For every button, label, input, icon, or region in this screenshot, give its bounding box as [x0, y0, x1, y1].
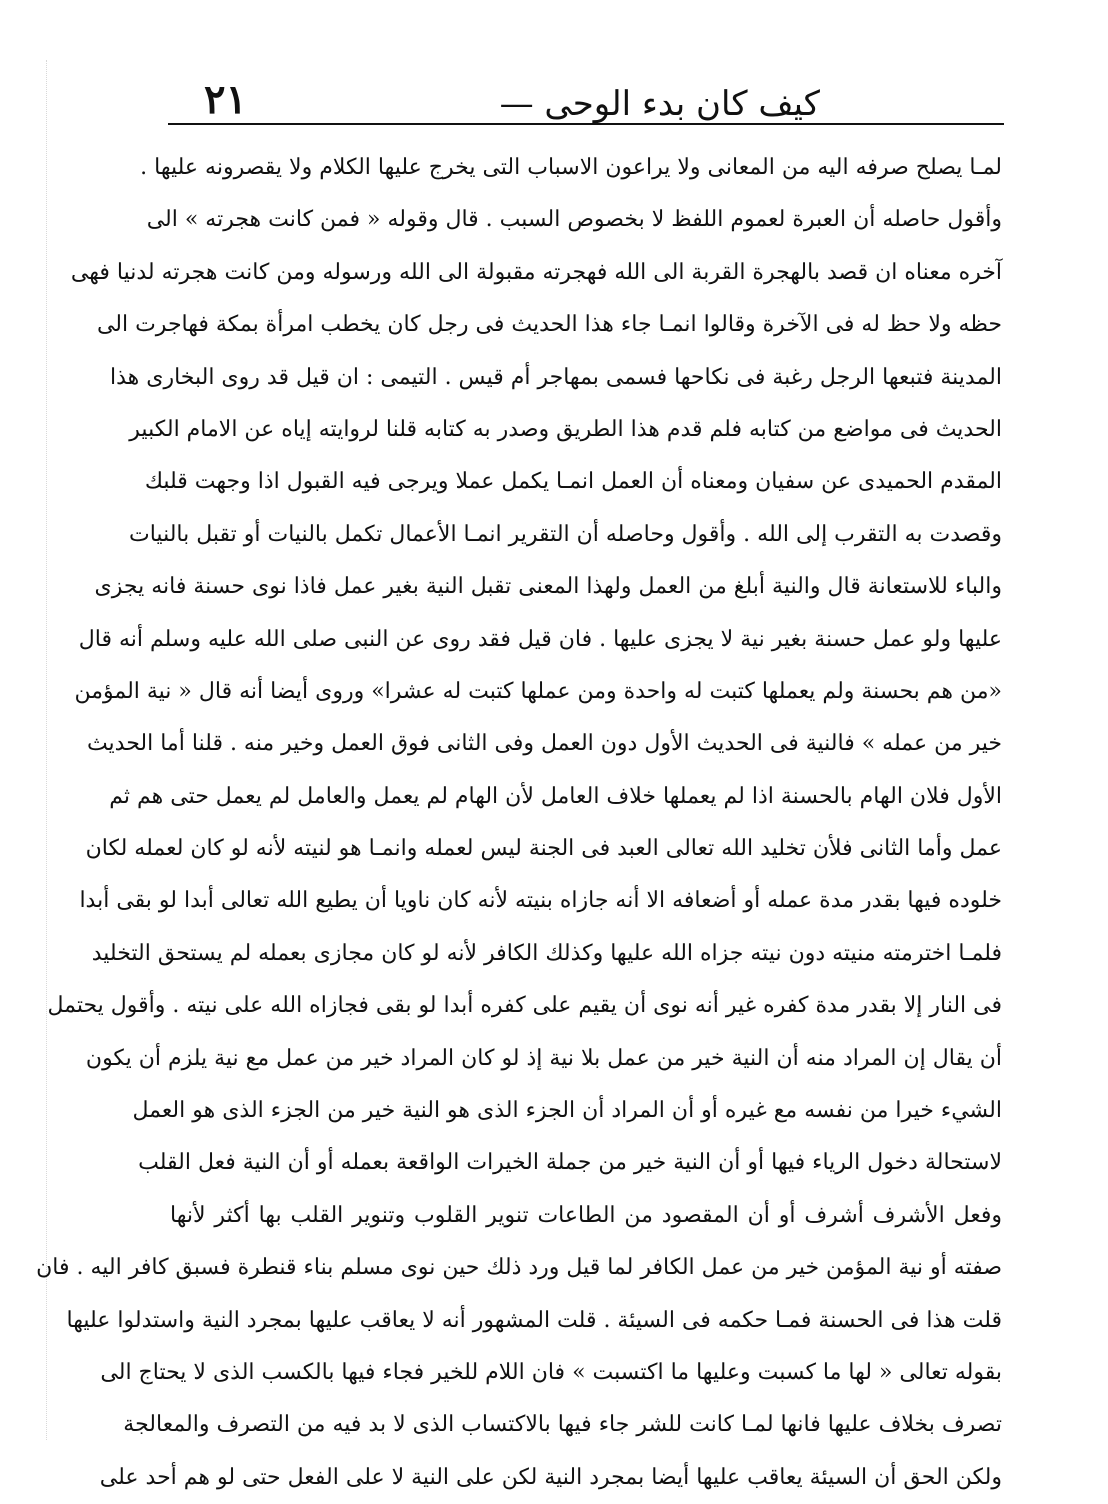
- text-line: عليها ولو عمل حسنة بغير نية لا يجزى عليها . فان قيل فقد روى عن النبى صلى الله عليه وسلم أنه قال: [78, 626, 1002, 652]
- page-header: [170, 76, 1000, 124]
- text-line: فى النار إلا بقدر مدة كفره غير أنه نوى أن يقيم على كفره أبدا لو بقى فجازاه الله على نيته . وأقول يحتمل: [47, 993, 1002, 1019]
- text-line: صفته أو نية المؤمن خير من عمل الكافر لما قيل ورد ذلك حين نوى مسلم بناء قنطرة فسبق كافر اليه . فان: [36, 1255, 1002, 1281]
- text-line: ولكن الحق أن السيئة يعاقب عليها أيضا بمجرد النية لكن على النية لا على الفعل حتى لو هم أحد على: [99, 1464, 1002, 1490]
- text-line: فلمـا اخترمته منيته دون نيته جزاه الله عليها وكذلك الكافر لأنه لو كان مجازى بعمله لم يستحق التخليد: [91, 940, 1002, 966]
- text-line: قلت هذا فى الحسنة فمـا حكمه فى السيئة . قلت المشهور أنه لا يعاقب عليها بمجرد النية واستدلوا عليها: [66, 1307, 1002, 1333]
- text-line: خلوده فيها بقدر مدة عمله أو أضعافه الا أنه جازاه بنيته لأنه كان ناويا أن يطيع الله تعالى أبدا لو بقى أبدا: [79, 888, 1002, 914]
- text-line: تصرف بخلاف عليها فانها لمـا كانت للشر جاء فيها بالاكتساب الذى لا بد فيه من التصرف والمعالجة: [123, 1412, 1002, 1438]
- text-line: وقصدت به التقرب إلى الله . وأقول وحاصله أن التقرير انمـا الأعمال تكمل بالنيات أو تقبل بالنيات: [129, 521, 1002, 547]
- text-line: عمل وأما الثانى فلأن تخليد الله تعالى العبد فى الجنة ليس لعمله وانمـا هو لنيته لأنه لو كان لعمله لكان: [85, 836, 1002, 862]
- text-line: الأول فلان الهام بالحسنة اذا لم يعملها خلاف العامل لأن الهام لم يعمل والعامل لم يعمل حتى هم ثم: [109, 783, 1002, 809]
- text-line: آخره معناه ان قصد بالهجرة القربة الى الله فهجرته مقبولة الى الله ورسوله ومن كانت هجرته لدنيا فهى: [70, 259, 1002, 285]
- body-text: [36, 142, 1002, 1504]
- page-number: ٢١: [204, 76, 247, 123]
- text-line: وفعل الأشرف أشرف أو أن المقصود من الطاعات تنوير القلوب وتنوير القلب بها أكثر لأنها: [170, 1202, 1002, 1228]
- left-margin-dots: [46, 60, 49, 1440]
- running-title: كيف كان بدء الوحى —: [499, 84, 820, 124]
- text-line: حظه ولا حظ له فى الآخرة وقالوا انمـا جاء هذا الحديث فى رجل كان يخطب امرأة بمكة فهاجرت الى: [96, 312, 1002, 338]
- text-line: أن يقال إن المراد منه أن النية خير من عمل بلا نية إذ لو كان المراد خير من عمل مع نية يلزم أن يكون: [85, 1045, 1002, 1071]
- text-line: «من هم بحسنة ولم يعملها كتبت له واحدة ومن عملها كتبت له عشرا» وروى أيضا أنه قال « نية المؤمن: [74, 678, 1002, 704]
- text-line: وأقول حاصله أن العبرة لعموم اللفظ لا بخصوص السبب . قال وقوله « فمن كانت هجرته » الى: [146, 207, 1002, 233]
- text-line: الحديث فى مواضع من كتابه فلم قدم هذا الطريق وصدر به كتابه قلنا لروايته إياه عن الامام الكبير: [129, 416, 1002, 442]
- text-line: المدينة فتبعها الرجل رغبة فى نكاحها فسمى بمهاجر أم قيس . التيمى : ان قيل قد روى البخارى هذا: [109, 364, 1002, 390]
- text-line: لاستحالة دخول الرياء فيها أو أن النية خير من جملة الخيرات الواقعة بعمله أو أن النية فعل القلب: [138, 1150, 1002, 1176]
- text-line: خير من عمله » فالنية فى الحديث الأول دون العمل وفى الثانى فوق العمل وخير منه . قلنا أما الحديث: [86, 731, 1002, 757]
- header-rule: [168, 123, 1004, 125]
- text-line: بقوله تعالى « لها ما كسبت وعليها ما اكتسبت » فان اللام للخير فجاء فيها بالكسب الذى لا يحتاج الى: [100, 1359, 1002, 1385]
- text-line: المقدم الحميدى عن سفيان ومعناه أن العمل انمـا يكمل عملا ويرجى فيه القبول اذا وجهت قلبك: [144, 469, 1002, 495]
- text-line: والباء للاستعانة قال والنية أبلغ من العمل ولهذا المعنى تقبل النية بغير عمل فاذا نوى حسنة فانه يجزى: [94, 574, 1002, 600]
- text-line: الشيء خيرا من نفسه مع غيره أو أن المراد أن الجزء الذى هو النية خير من الجزء الذى هو العمل: [132, 1098, 1002, 1124]
- text-line: لمـا يصلح صرفه اليه من المعانى ولا يراعون الاسباب التى يخرج عليها الكلام ولا يقصرونه عليها .: [140, 155, 1002, 180]
